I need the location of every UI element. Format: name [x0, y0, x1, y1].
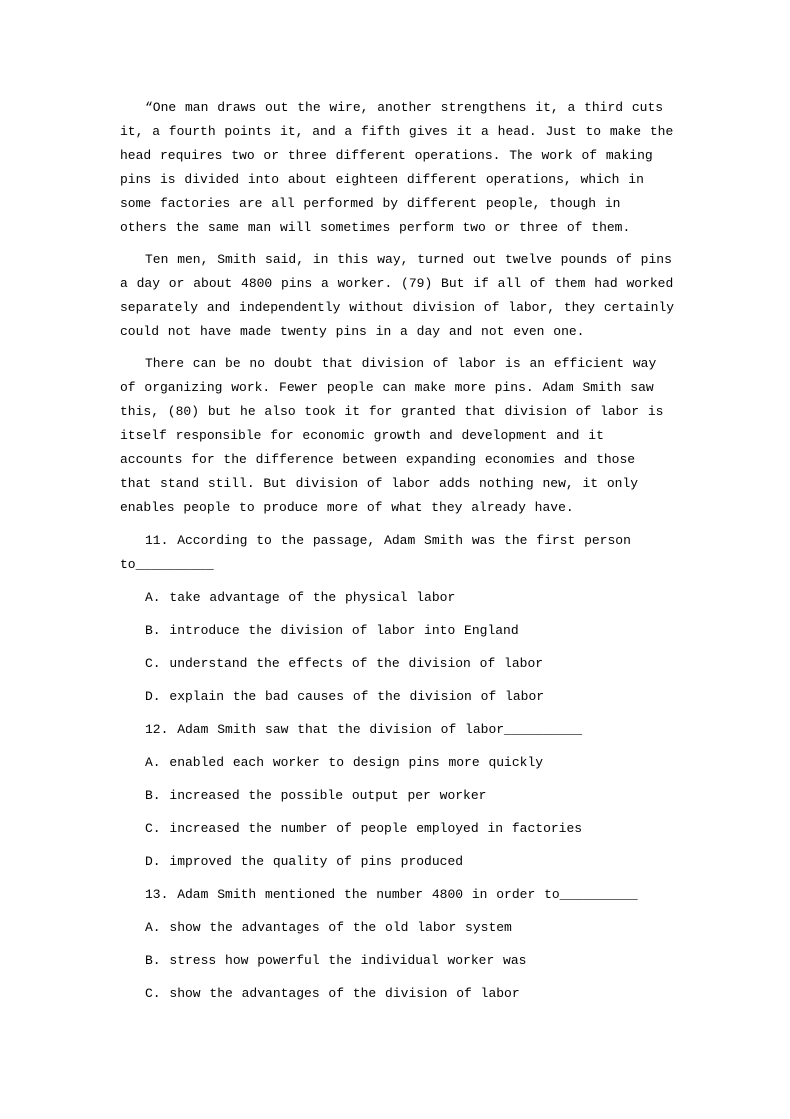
question-11-option-d: D. explain the bad causes of the division of labor — [145, 689, 545, 704]
question-12-option-c: C. increased the number of people employed in factories — [145, 821, 583, 836]
question-11-option-c: C. understand the effects of the division of labor — [145, 656, 544, 671]
passage-paragraph-3: There can be no doubt that division of labor is an efficient way of organizing work. Fewer people can make more pins. Adam Smith saw this, (80) but he also took it for granted that division of labor is itself responsible for economic growth and development and it accounts for the difference between expanding economies and those that stand still. But division of labor adds nothing new, it only enables people to produce more of what they already have. — [120, 356, 664, 515]
question-11-stem: 11. According to the passage, Adam Smith was the first person to__________ — [120, 533, 631, 572]
question-12-stem: 12. Adam Smith saw that the division of labor__________ — [145, 722, 583, 737]
passage-paragraph-1: “One man draws out the wire, another strengthens it, a third cuts it, a fourth points it, and a fifth gives it a head. Just to make the head requires two or three different operations. The work of making pins is divided into about eighteen different operations, which in some factories are all performed by different people, though in others the same man will sometimes perform two or three of them. — [120, 100, 674, 235]
question-12-option-d: D. improved the quality of pins produced — [145, 854, 464, 869]
question-12-option-b: B. increased the possible output per worker — [145, 788, 487, 803]
question-13-option-a: A. show the advantages of the old labor system — [145, 920, 512, 935]
question-11-option-a: A. take advantage of the physical labor — [145, 590, 456, 605]
passage-paragraph-2: Ten men, Smith said, in this way, turned out twelve pounds of pins a day or about 4800 pins a worker. (79) But if all of them had worked separately and independently without division of labor, they certainly could not have made twenty pins in a day and not even one. — [120, 252, 675, 339]
question-13-option-c: C. show the advantages of the division of labor — [145, 986, 520, 1001]
question-13-option-b: B. stress how powerful the individual worker was — [145, 953, 527, 968]
question-12-option-a: A. enabled each worker to design pins more quickly — [145, 755, 544, 770]
question-13-stem: 13. Adam Smith mentioned the number 4800 in order to__________ — [145, 887, 638, 902]
question-11-option-b: B. introduce the division of labor into England — [145, 623, 519, 638]
question-11 — [120, 529, 675, 709]
question-13 — [120, 883, 675, 1006]
question-12 — [120, 718, 675, 874]
